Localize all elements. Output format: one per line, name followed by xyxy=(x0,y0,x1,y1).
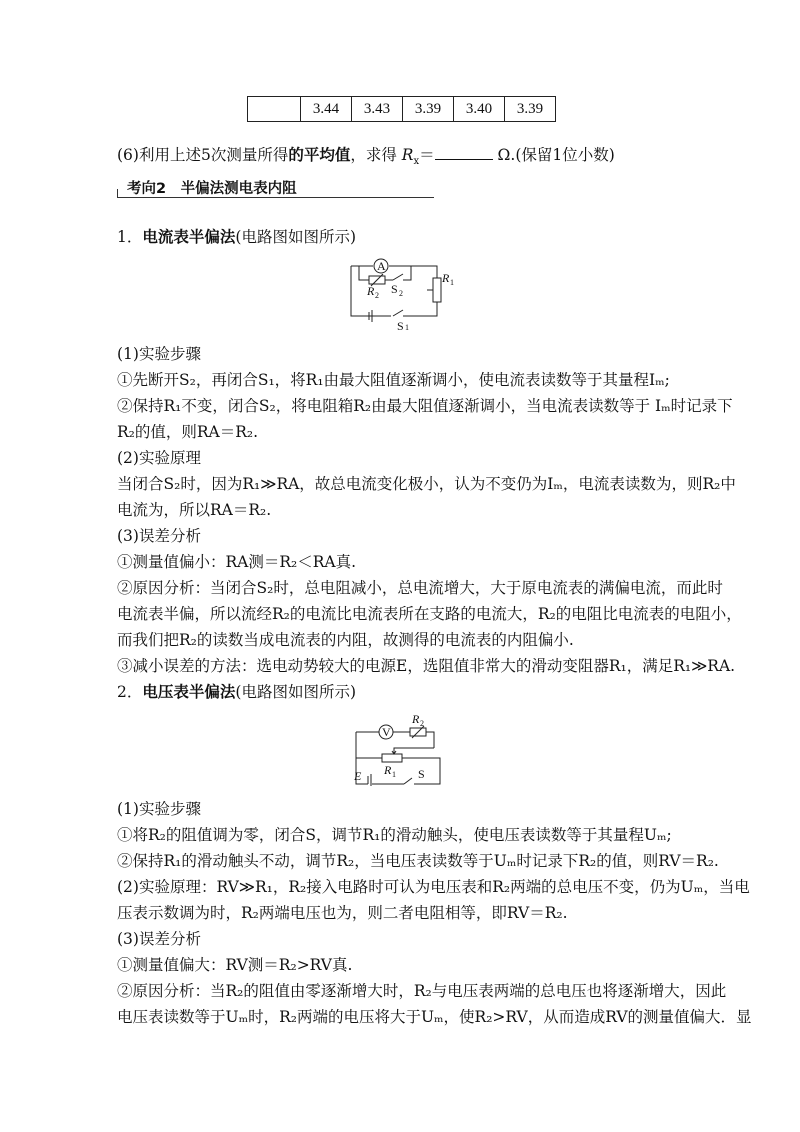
p2-line: ②保持R₁的滑动触头不动，调节R₂，当电压表读数等于Uₘ时记录下R₂的值，则RV＝R₂. xyxy=(117,852,719,870)
r1-label: R xyxy=(442,271,450,285)
part2-note: (电路图如图所示) xyxy=(235,683,356,701)
p2-line: (3)误差分析 xyxy=(117,930,201,948)
q6-text2: ，求得 xyxy=(350,146,402,164)
part2-title: 电压表半偏法 xyxy=(142,683,236,701)
q6-text: (6)利用上述5次测量所得 xyxy=(117,146,289,164)
p1-line: 电流为，所以RA＝R₂. xyxy=(117,501,272,519)
q6-rx-sub: x xyxy=(413,156,420,168)
p1-line: 电流表半偏，所以流经R₂的电流比电流表所在支路的电流大，R₂的电阻比电流表的电阻小， xyxy=(117,605,742,623)
table-cell: 3.44 xyxy=(301,97,352,122)
ammeter-half-deflection-circuit xyxy=(345,250,455,330)
r2b-label: R xyxy=(412,712,420,726)
s-label: S xyxy=(418,767,425,781)
p2-line: ①测量值偏大：RV测＝R₂>RV真. xyxy=(117,956,353,974)
question-6 xyxy=(117,144,615,173)
table-cell: 3.39 xyxy=(505,97,556,122)
section-heading xyxy=(117,175,434,198)
r1b-label: R xyxy=(384,763,392,777)
p1-line: R₂的值，则RA＝R₂. xyxy=(117,423,259,441)
p2-line: 压表示数调为时，R₂两端电压也为，则二者电阻相等，即RV＝R₂. xyxy=(117,904,568,922)
r1-sub: 1 xyxy=(450,278,454,287)
p1-line: 当闭合S₂时，因为R₁≫RA，故总电流变化极小，认为不变仍为Iₘ，电流表读数为，则R₂中 xyxy=(117,475,736,493)
q6-eq: ＝ xyxy=(419,146,435,164)
voltmeter-label: V xyxy=(382,725,391,739)
table-cell: 3.43 xyxy=(352,97,403,122)
p1-line: ②保持R₁不变，闭合S₂，将电阻箱R₂由最大阻值逐渐调小，当电流表读数等于 Iₘ时记录下 xyxy=(117,397,733,415)
p1-line: ③减小误差的方法：选电动势较大的电源E，选阻值非常大的滑动变阻器R₁，满足R₁≫RA. xyxy=(117,657,736,675)
q6-rx: R xyxy=(401,146,414,164)
p2-line: (1)实验步骤 xyxy=(117,800,201,818)
p1-line: ①测量值偏小：RA测＝R₂＜RA真. xyxy=(117,553,357,571)
q6-bold: 的平均值 xyxy=(288,146,351,164)
p1-line: (3)误差分析 xyxy=(117,527,201,545)
e-label: E xyxy=(354,769,362,783)
p1-line: 而我们把R₂的读数当成电流表的内阻，故测得的电流表的内阻偏小. xyxy=(117,631,574,649)
s1-sub: 1 xyxy=(405,323,409,330)
part2-num: 2． xyxy=(117,683,143,701)
s1-label: S xyxy=(397,319,404,330)
r2-sub: 2 xyxy=(375,291,379,300)
r2b-sub: 2 xyxy=(420,719,424,728)
answer-blank[interactable] xyxy=(435,145,493,160)
r2-label: R xyxy=(367,284,375,298)
voltmeter-half-deflection-circuit xyxy=(350,708,450,788)
measurement-table xyxy=(247,96,556,122)
section-title: 考向2 半偏法测电表内阻 xyxy=(127,181,297,197)
p2-line: ①将R₂的阻值调为零，闭合S，调节R₁的滑动触头，使电压表读数等于其量程Uₘ; xyxy=(117,826,672,844)
p2-line: (2)实验原理：RV≫R₁，R₂接入电路时可认为电压表和R₂两端的总电压不变，仍为Uₘ，当电 xyxy=(117,878,750,896)
section-tick xyxy=(117,189,126,197)
p2-line: 电压表读数等于Uₘ时，R₂两端的电压将大于Uₘ，使R₂>RV，从而造成RV的测量值偏大．显 xyxy=(117,1008,752,1026)
table-cell-empty xyxy=(248,97,301,122)
table-cell: 3.39 xyxy=(403,97,454,122)
r1b-sub: 1 xyxy=(392,770,396,779)
table-cell: 3.40 xyxy=(454,97,505,122)
part1-num: 1． xyxy=(117,228,143,246)
p1-line: (2)实验原理 xyxy=(117,449,201,467)
part1-note: (电路图如图所示) xyxy=(235,228,356,246)
s2-sub: 2 xyxy=(399,289,403,298)
ammeter-label: A xyxy=(377,259,386,273)
part2-heading xyxy=(117,681,356,703)
p1-line: (1)实验步骤 xyxy=(117,345,201,363)
q6-unit: Ω.(保留1位小数) xyxy=(492,146,615,164)
p2-line: ②原因分析：当R₂的阻值由零逐渐增大时，R₂与电压表两端的总电压也将逐渐增大，因此 xyxy=(117,982,727,1000)
s2-label: S xyxy=(391,282,398,296)
p1-line: ①先断开S₂，再闭合S₁，将R₁由最大阻值逐渐调小，使电流表读数等于其量程Iₘ; xyxy=(117,371,670,389)
part1-title: 电流表半偏法 xyxy=(142,228,236,246)
part1-heading xyxy=(117,226,356,248)
p1-line: ②原因分析：当闭合S₂时，总电阻减小，总电流增大，大于原电流表的满偏电流，而此时 xyxy=(117,579,723,597)
table-row xyxy=(248,97,556,122)
